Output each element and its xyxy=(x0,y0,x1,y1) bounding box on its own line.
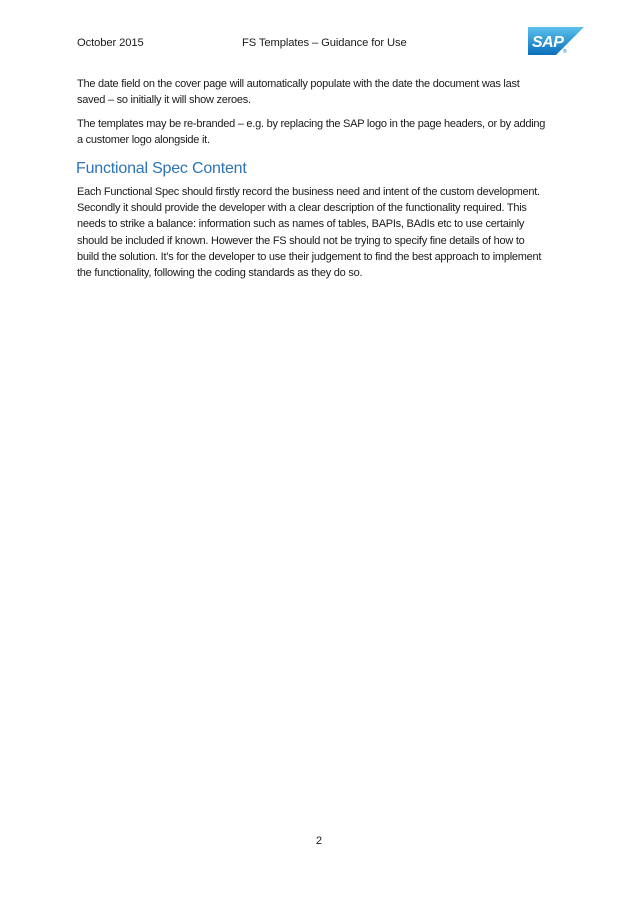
page-number: 2 xyxy=(315,835,323,847)
paragraph-rebranding: The templates may be re-branded – e.g. by replacing the SAP logo in the page headers, or by adding a customer logo alongside it. xyxy=(77,118,546,147)
paragraph-date-field: The date field on the cover page will automatically populate with the date the document was last saved – so initially it will show zeroes. xyxy=(77,78,520,107)
header-date: October 2015 xyxy=(77,37,144,49)
section-heading: Functional Spec Content xyxy=(76,160,247,177)
header-title: FS Templates – Guidance for Use xyxy=(242,37,407,49)
sap-logo-icon xyxy=(528,27,584,55)
registered-mark: ® xyxy=(563,49,567,55)
sap-logo-text: SAP xyxy=(532,34,564,51)
paragraph-fs-content: Each Functional Spec should firstly record the business need and intent of the custom development. Secondly it should provide the developer with a clear description of the functionality required. This needs to strike a balance: information such as names of tables, BAPIs, BAdIs etc to use certainly should be included if known. However the FS should not be trying to specify fine details of how to build the solution. It’s for the developer to use their judgement to find the best approach to implement the functionality, following the coding standards as they do so. xyxy=(77,186,542,280)
